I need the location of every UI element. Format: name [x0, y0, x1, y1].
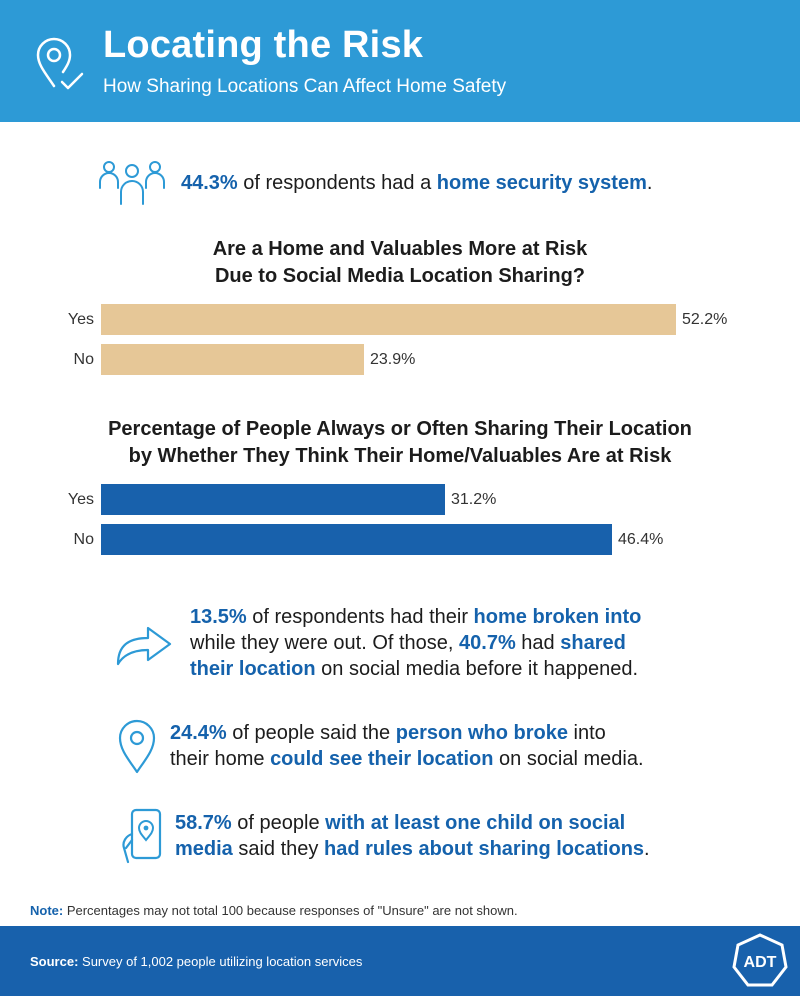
stat-text: said they	[232, 838, 324, 860]
stat-value: 44.3%	[181, 172, 238, 194]
stat-highlight: home broken into	[473, 606, 642, 628]
stat-value: 13.5%	[190, 606, 247, 628]
stat-highlight: had rules about sharing locations	[323, 838, 645, 860]
source-line	[30, 954, 362, 969]
adt-logo	[731, 932, 789, 990]
bar-no	[101, 344, 364, 375]
source-label: Source:	[30, 954, 79, 969]
stat-highlight: home security system	[436, 172, 647, 194]
people-group-icon	[98, 158, 166, 206]
chart2-title-line2: by Whether They Think Their Home/Valuables Are at Risk	[128, 445, 672, 467]
phone-location-icon	[118, 808, 166, 864]
category-label: No	[73, 351, 94, 368]
category-label: No	[73, 531, 94, 548]
value-label: 46.4%	[618, 531, 664, 548]
chart2-title	[0, 416, 800, 470]
page-subtitle: How Sharing Locations Can Affect Home Safety	[103, 76, 507, 97]
stat-text: while they were out. Of those,	[190, 632, 460, 654]
stat-text: of people	[231, 812, 326, 834]
location-check-icon	[32, 34, 92, 94]
stat-value: 40.7%	[459, 632, 516, 654]
category-label: Yes	[67, 311, 94, 328]
location-pin-icon	[116, 716, 158, 776]
value-label: 52.2%	[682, 311, 728, 328]
header-banner	[0, 0, 800, 122]
bar-yes	[101, 304, 676, 335]
stat-text: on social media.	[493, 748, 644, 770]
stat-highlight: could see their location	[270, 748, 494, 770]
value-label: 31.2%	[451, 491, 497, 508]
stat-text: had	[515, 632, 561, 654]
value-label: 23.9%	[370, 351, 416, 368]
stat-highlight: media	[175, 838, 233, 860]
stat-text: their home	[170, 748, 271, 770]
stat-text: of respondents had a	[237, 172, 437, 194]
stat-text: into	[567, 722, 606, 744]
stat-text: .	[644, 838, 650, 860]
bar-no	[101, 524, 612, 555]
stat-security-system	[181, 170, 652, 196]
stat-value: 58.7%	[175, 812, 232, 834]
footnote	[30, 903, 518, 918]
source-text: Survey of 1,002 people utilizing location services	[78, 954, 363, 969]
stat-text: of people said the	[226, 722, 396, 744]
stat-value: 24.4%	[170, 722, 227, 744]
chart2-title-line1: Percentage of People Always or Often Sharing Their Location	[108, 418, 692, 440]
bar-yes	[101, 484, 445, 515]
chart1-title	[0, 236, 800, 290]
page-title: Locating the Risk	[103, 24, 424, 66]
category-label: Yes	[67, 491, 94, 508]
adt-logo-text: ADT	[743, 954, 777, 971]
footnote-label: Note:	[30, 903, 64, 918]
share-arrow-icon	[114, 620, 174, 668]
stat-break-in	[190, 604, 641, 682]
stat-highlight: shared	[560, 632, 626, 654]
stat-text: on social media before it happened.	[315, 658, 639, 680]
stat-highlight: person who broke	[395, 722, 568, 744]
footnote-text: Percentages may not total 100 because responses of "Unsure" are not shown.	[63, 903, 518, 918]
stat-highlight: with at least one child on social	[325, 812, 626, 834]
stat-child-rules	[175, 810, 650, 862]
stat-text: .	[646, 172, 653, 194]
chart1-title-line1: Are a Home and Valuables More at Risk	[212, 238, 588, 260]
footer-banner	[0, 926, 800, 996]
chart1-title-line2: Due to Social Media Location Sharing?	[214, 265, 586, 287]
stat-highlight: their location	[190, 658, 316, 680]
stat-intruder	[170, 720, 644, 772]
stat-text: of respondents had their	[246, 606, 474, 628]
